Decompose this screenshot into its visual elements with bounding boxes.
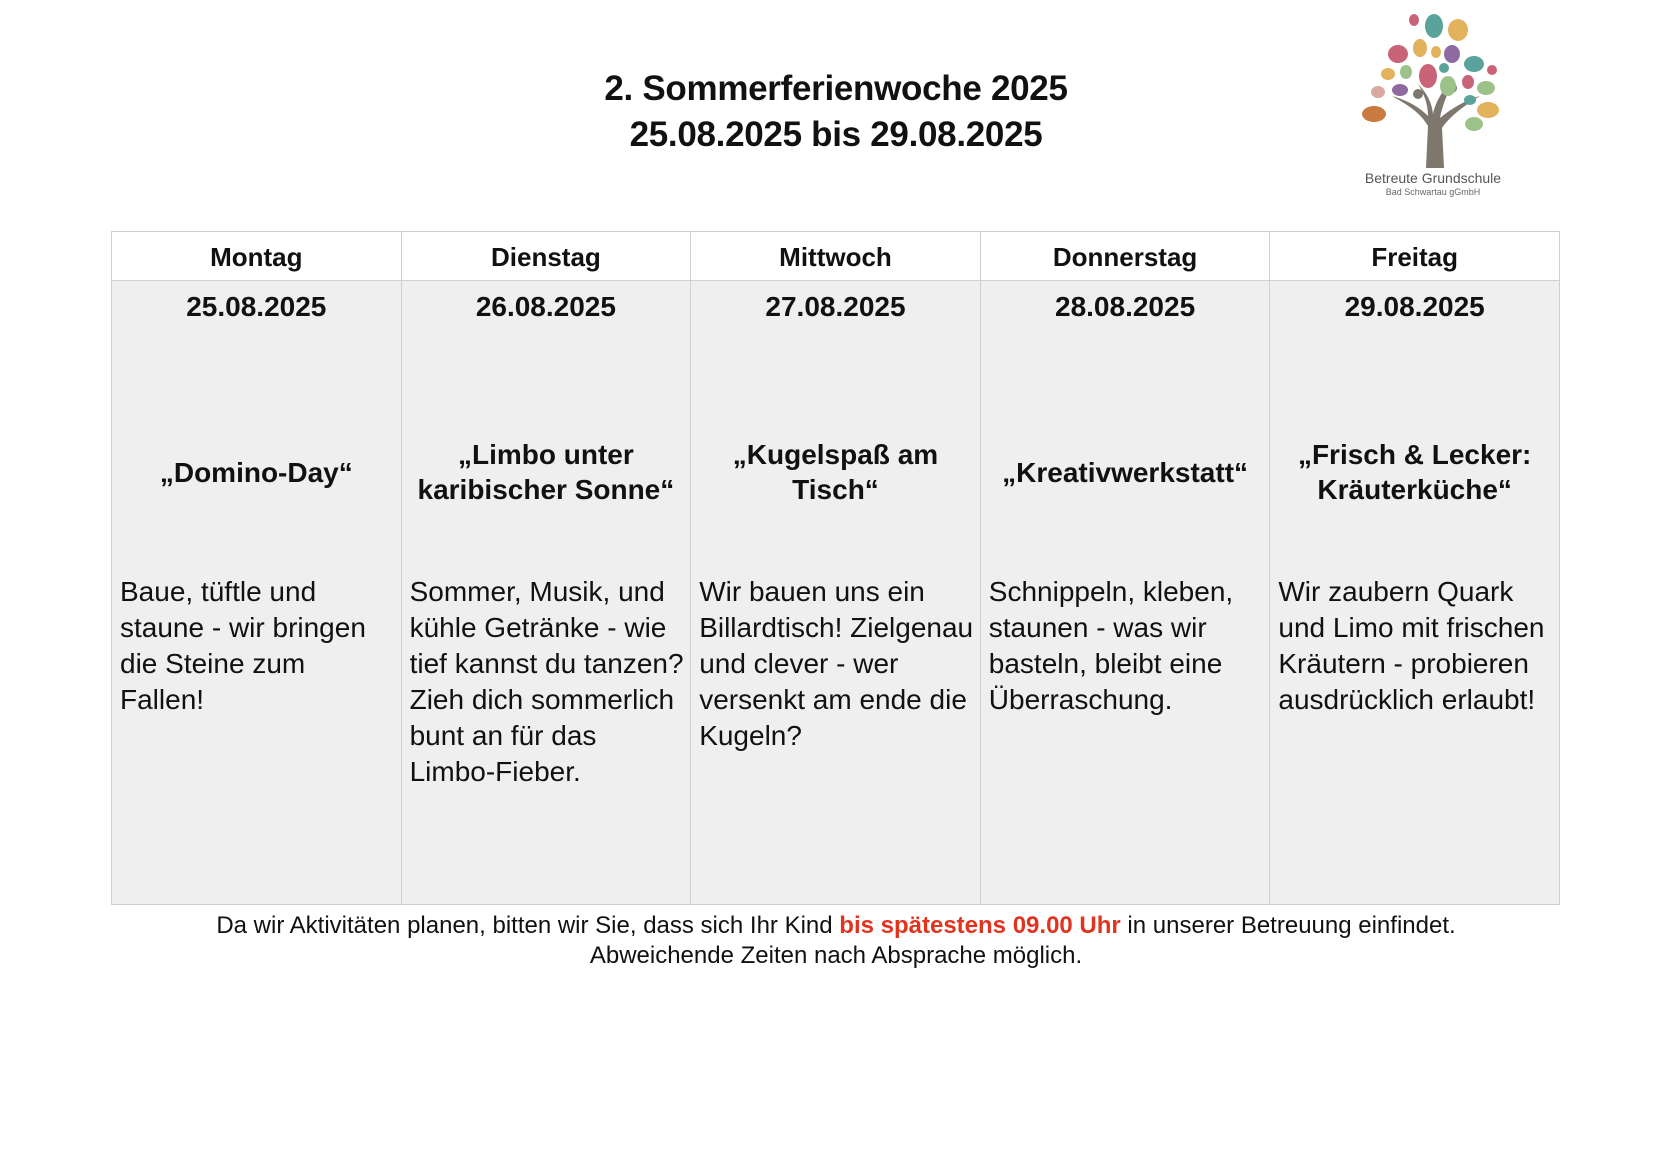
day-column-mittwoch <box>691 232 981 904</box>
note-text-after: in unserer Betreuung einfindet. <box>1120 912 1456 939</box>
activity-description: Schnippeln, kleben, staunen - was wir basteln, bleibt eine Überraschung. <box>988 576 1234 715</box>
day-column-donnerstag <box>981 232 1271 904</box>
note-line-2: Abweichende Zeiten nach Absprache möglich. <box>589 942 1083 969</box>
logo-subtitle: Bad Schwartau gGmbH <box>1385 187 1481 197</box>
activity-title: „Frisch & Lecker: Kräuterküche“ <box>1297 439 1532 505</box>
activity-description: Wir bauen uns ein Billardtisch! Zielgenau und clever - wer versenkt am ende die Kugeln? <box>699 576 974 751</box>
activity-description: Baue, tüftle und staune - wir bringen die Steine zum Fallen! <box>120 576 366 715</box>
weekday-header: Mittwoch <box>691 232 980 281</box>
activity-title: „Kreativwerkstatt“ <box>1002 456 1249 488</box>
logo-name: Betreute Grundschule <box>1364 170 1502 186</box>
day-column-dienstag <box>402 232 692 904</box>
day-date: 25.08.2025 <box>186 291 327 322</box>
weekday-header: Dienstag <box>402 232 691 281</box>
activity-description: Sommer, Musik, und kühle Getränke - wie tief kannst du tanzen? Zieh dich sommerlich bunt an für das Limbo-Fieber. <box>409 576 684 787</box>
note-text-before: Da wir Aktivitäten planen, bitten wir Sie, dass sich Ihr Kind <box>216 912 840 939</box>
day-column-freitag <box>1270 232 1559 904</box>
activity-description: Wir zaubern Quark und Limo mit frischen Kräutern - probieren ausdrücklich erlaubt! <box>1278 576 1545 715</box>
weekday-header: Donnerstag <box>981 232 1270 281</box>
activity-title: „Domino-Day“ <box>159 456 353 488</box>
date-range: 25.08.2025 bis 29.08.2025 <box>629 115 1043 154</box>
footer-note <box>0 911 1656 971</box>
logo <box>1348 8 1518 200</box>
day-date: 26.08.2025 <box>475 291 616 322</box>
schedule-table <box>111 231 1560 905</box>
note-line-1 <box>0 911 1656 941</box>
day-date: 27.08.2025 <box>765 291 906 322</box>
page-title: 2. Sommerferienwoche 2025 <box>604 69 1068 108</box>
activity-title: „Kugelspaß am Tisch“ <box>732 439 939 505</box>
day-column-montag <box>112 232 402 904</box>
day-date: 28.08.2025 <box>1055 291 1196 322</box>
note-deadline-highlight: bis spätestens 09.00 Uhr <box>839 912 1121 939</box>
tree-logo-icon <box>1348 8 1518 168</box>
activity-title: „Limbo unter karibischer Sonne“ <box>417 439 675 505</box>
weekday-header: Montag <box>112 232 401 281</box>
weekday-header: Freitag <box>1270 232 1559 281</box>
day-date: 29.08.2025 <box>1344 291 1485 322</box>
